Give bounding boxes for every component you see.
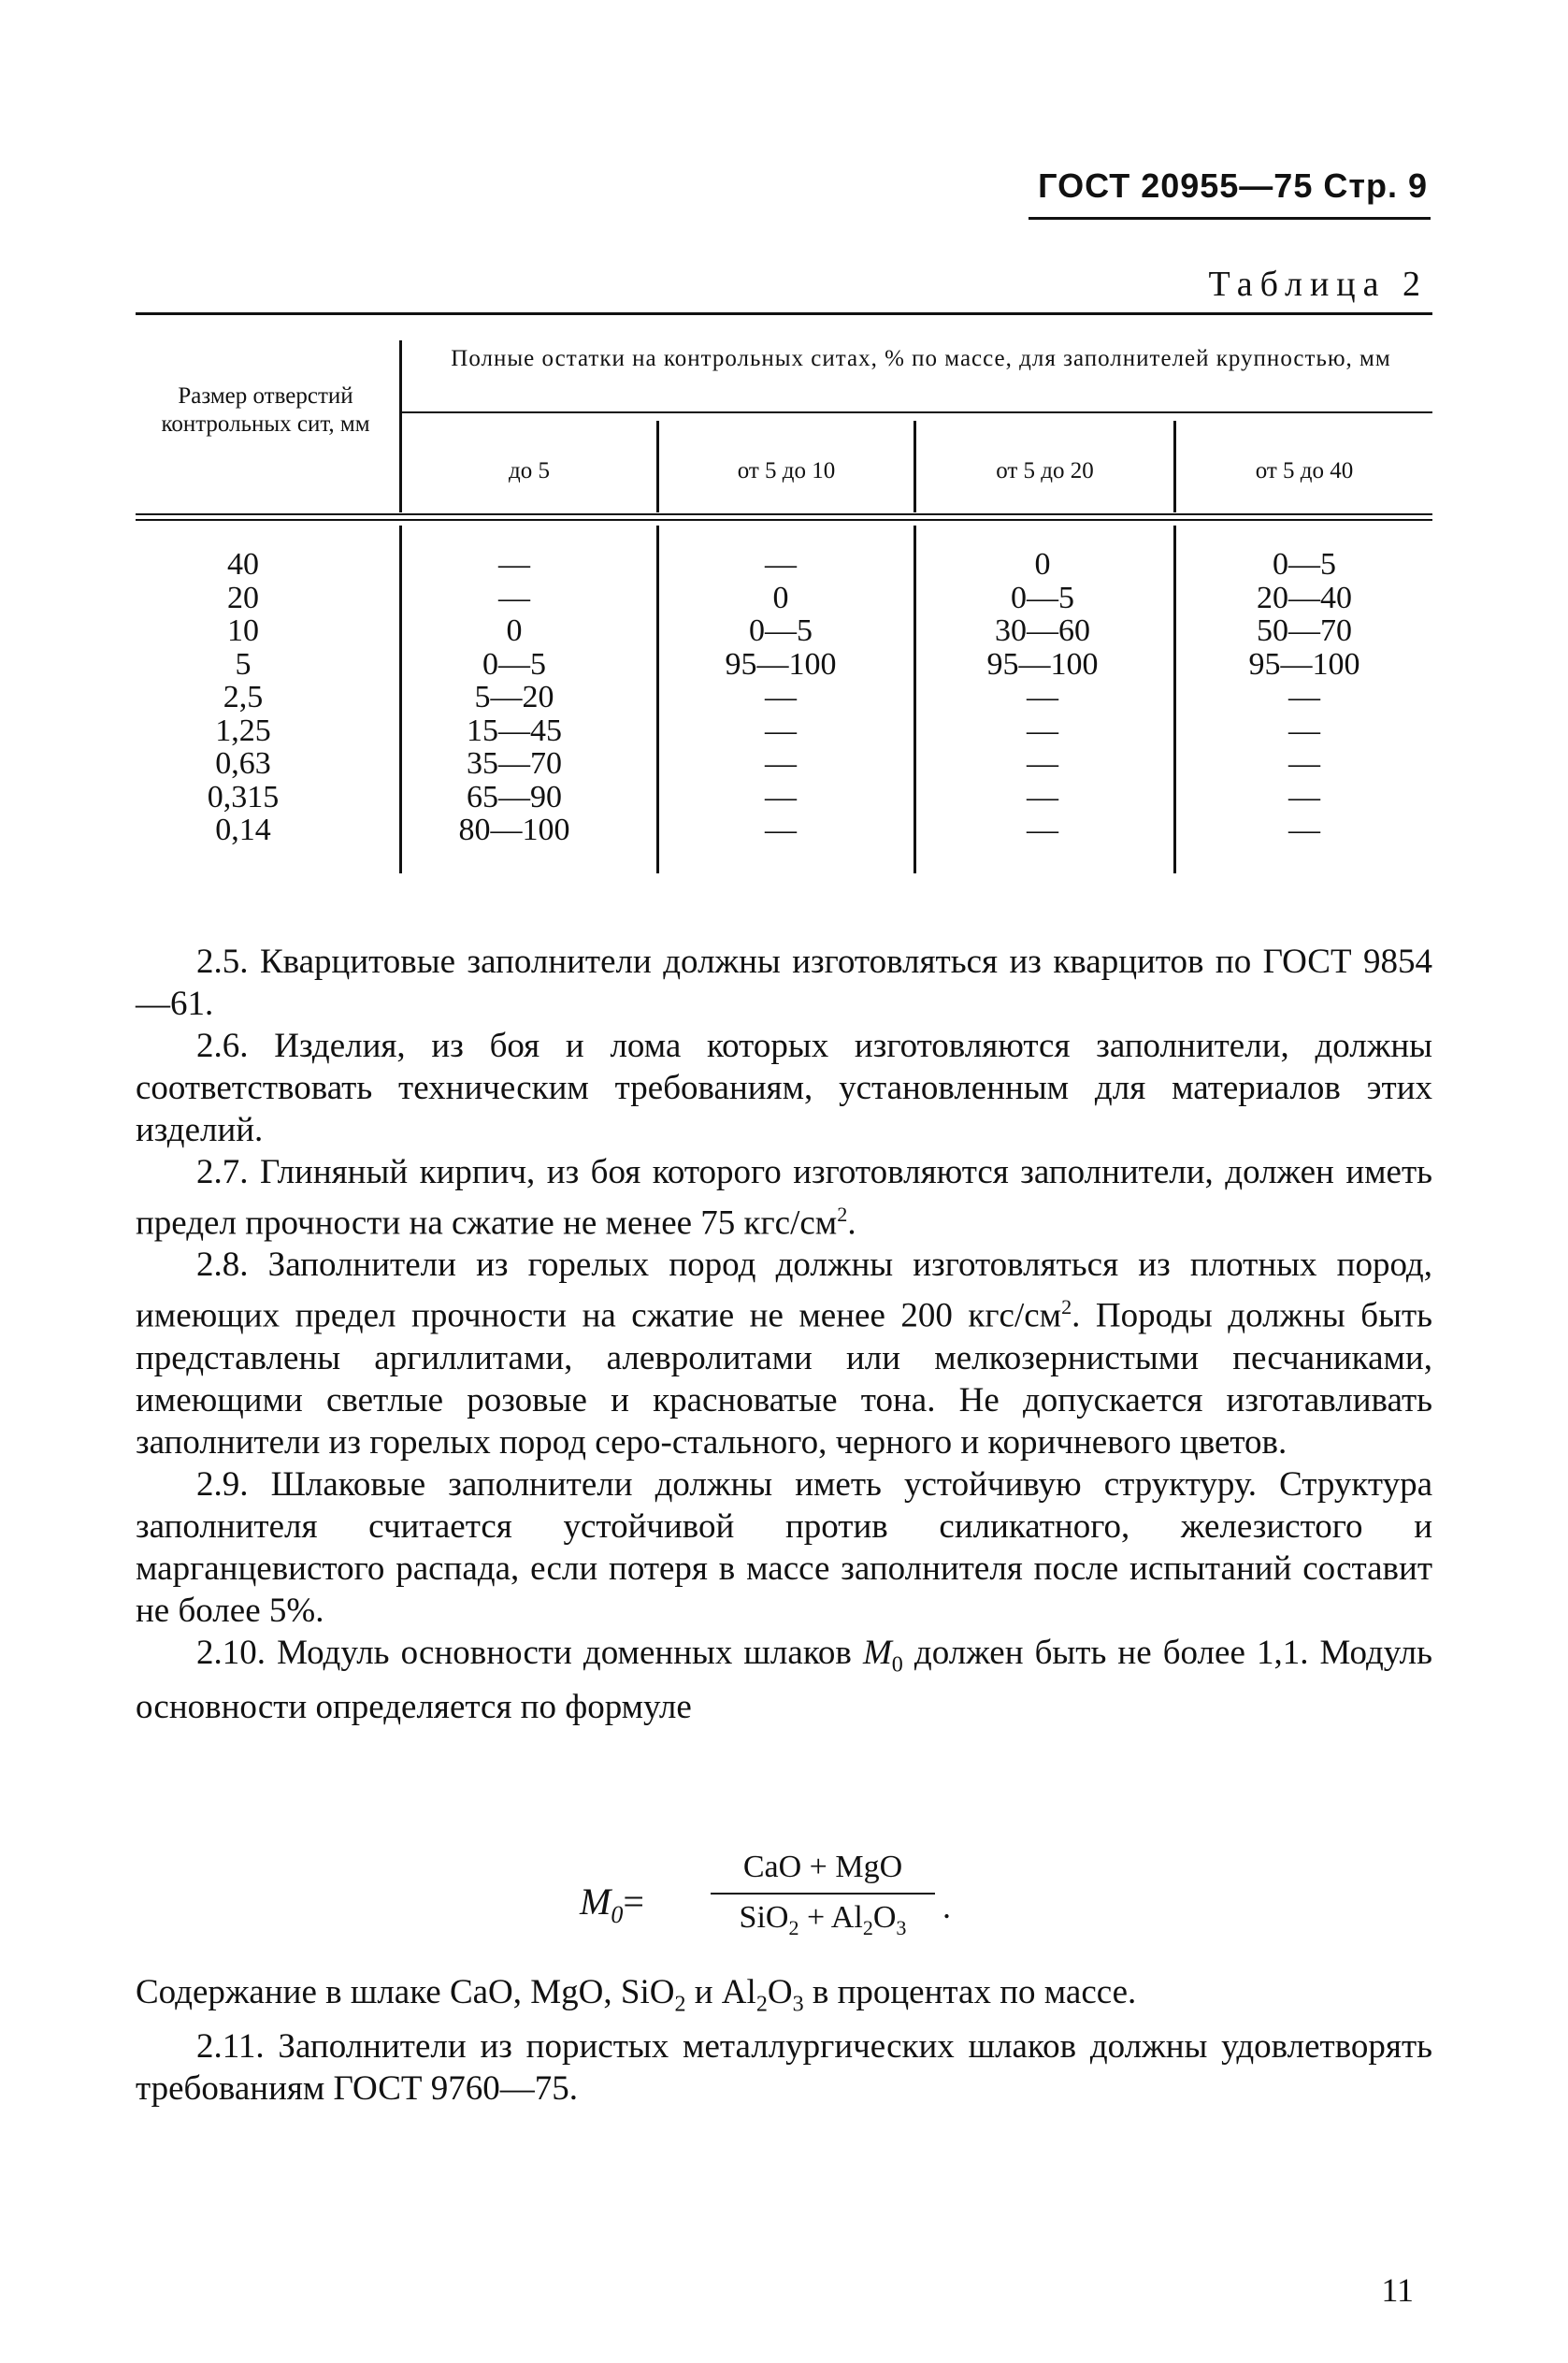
table-cell: — [1288, 746, 1320, 781]
subscript: 2 [788, 1915, 799, 1939]
basicity-formula [580, 1850, 1141, 1952]
formula-symbol: M [580, 1880, 611, 1923]
subscript: 0 [891, 1652, 903, 1678]
col-header-2: от 5 до 10 [737, 458, 836, 483]
body-text-continued [136, 1971, 1432, 2110]
subscript: 2 [862, 1915, 873, 1939]
text-run: SiO [739, 1900, 789, 1935]
formula-lhs [580, 1880, 644, 1929]
column-5-to-40 [1220, 548, 1388, 847]
paragraph-2-11: 2.11. Заполнители из пористых металлургических шлаков должны удовлетворять требованиям ГОСТ 9760—75. [136, 2027, 1432, 2109]
page-number: 11 [1381, 2271, 1414, 2309]
table-cell: — [498, 580, 530, 615]
table-cell: — [1027, 746, 1058, 781]
table-caption: Таблица 2 [1208, 265, 1428, 304]
text-run: и Al [685, 1973, 756, 2011]
table-cell: 0,63 [215, 746, 271, 781]
table-cell: 0 [1034, 547, 1051, 582]
table-head-rule [136, 513, 1432, 515]
table-vline [399, 340, 402, 512]
size-column [192, 548, 295, 847]
text-run: в процентах по массе. [803, 1973, 1137, 2011]
table-cell: 35—70 [467, 746, 562, 781]
table-cell: — [765, 779, 797, 814]
content-paragraph [136, 1971, 1432, 2025]
paragraph-2-5: 2.5. Кварцитовые заполнители должны изготовляться из кварцитов по ГОСТ 9854—61. [136, 943, 1432, 1023]
superscript: 2 [837, 1203, 848, 1226]
table-cell: — [765, 547, 797, 582]
table-cell: — [1288, 680, 1320, 714]
table-cell: 15—45 [467, 713, 562, 748]
header-rule [1029, 217, 1431, 220]
subscript: 2 [755, 1992, 768, 2017]
table-vline [913, 526, 916, 873]
table-cell: 1,25 [215, 713, 271, 748]
col-header-3: от 5 до 20 [996, 458, 1094, 483]
table-cell: 2,5 [223, 680, 264, 714]
table-cell: 65—90 [467, 779, 562, 814]
table-cell: — [1288, 713, 1320, 748]
paragraph-2-9: 2.9. Шлаковые заполнители должны иметь устойчивую структуру. Структура заполнителя считается устойчивой против силикатного, железистого и марганцевистого распада, если потеря в массе заполнителя после испытаний составит не более 5%. [136, 1464, 1432, 1630]
table-cell: — [1027, 680, 1058, 714]
table-cell: 50—70 [1257, 613, 1352, 648]
group-header: Полные остатки на контрольных ситах, % по массе, для заполнителей крупностью, мм [451, 346, 1391, 371]
table-cell: 0 [772, 580, 789, 615]
text-run: O [767, 1973, 793, 2011]
table-cell: 20 [227, 580, 259, 615]
table-cell: 10 [227, 613, 259, 648]
subscript: 3 [792, 1992, 804, 2017]
paragraph-2-6: 2.6. Изделия, из боя и лома которых изготовляются заполнители, должны соответствовать техническим требованиям, установленным для материалов этих изделий. [136, 1027, 1432, 1149]
text-run: + Al [798, 1900, 863, 1935]
table-vline [399, 526, 402, 873]
table-cell: — [1288, 779, 1320, 814]
text-run: 2.10. Модуль основности доменных шлаков [196, 1633, 863, 1672]
page-header: ГОСТ 20955—75 Стр. 9 [1038, 166, 1428, 205]
table-cell: 5—20 [474, 680, 554, 714]
table-cell: 80—100 [458, 813, 570, 847]
symbol-m: M [862, 1633, 892, 1672]
table-cell: 95—100 [1248, 646, 1360, 682]
table-cell: 0,315 [207, 779, 280, 814]
text-run: Содержание в шлаке CaO, MgO, SiO [136, 1973, 675, 2011]
column-5-to-20 [958, 548, 1127, 847]
table-cell: 20—40 [1257, 580, 1352, 615]
table-head-rule [136, 519, 1432, 521]
table-cell: — [498, 547, 530, 582]
formula-denominator [711, 1900, 935, 1940]
table-cell: — [1288, 813, 1320, 847]
formula-numerator: CaO + MgO [742, 1850, 903, 1884]
text-run: . Породы должны быть представлены аргиллитами, алевролитами или мелкозернистыми песчаниками, имеющими светлые розовые и красноватые тона. Не допускается изготавливать заполнители из горелых пород серо-стального, черного и коричневого цветов. [136, 1296, 1433, 1462]
table-cell: — [765, 713, 797, 748]
table-vline [1173, 526, 1176, 873]
text-run: O [872, 1900, 897, 1935]
table-cell: — [765, 813, 797, 847]
table-cell: 40 [227, 547, 259, 582]
table-cell: — [765, 746, 797, 781]
paragraph-2-10 [136, 1632, 1432, 1728]
col-header-4: от 5 до 40 [1255, 458, 1354, 483]
col-header-1: до 5 [509, 458, 550, 483]
table-top-rule [136, 312, 1432, 315]
table-cell: 0—5 [1011, 580, 1074, 615]
table-cell: — [765, 680, 797, 714]
text-run: . [847, 1203, 856, 1243]
paragraph-2-8 [136, 1244, 1432, 1462]
text-run: должен быть не более 1,1. Модуль основности определяется по формуле [136, 1633, 1432, 1727]
paragraph-2-7 [136, 1151, 1432, 1244]
table-cell: 0—5 [1273, 547, 1336, 582]
table-cell: 5 [235, 646, 252, 682]
column-up-to-5 [444, 548, 584, 847]
column-5-to-10 [697, 548, 865, 847]
table-cell: — [1027, 713, 1058, 748]
equals-sign: = [623, 1880, 644, 1923]
subscript: 2 [674, 1992, 686, 2017]
formula-period: . [942, 1888, 951, 1925]
sieve-table [136, 312, 1432, 873]
superscript: 2 [1061, 1295, 1072, 1319]
size-column-header: Размер отверстий контрольных сит, мм [161, 383, 370, 437]
fraction-bar [711, 1893, 935, 1895]
subscript: 3 [896, 1915, 907, 1939]
table-cell: 95—100 [725, 646, 837, 682]
body-text [136, 941, 1432, 1728]
subscript: 0 [611, 1901, 624, 1928]
table-cell: 0,14 [215, 813, 271, 847]
table-cell: 30—60 [995, 613, 1090, 648]
text-run: 2.7. Глиняный кирпич, из боя которого изготовляются заполнители, должен иметь предел прочности на сжатие не менее 75 кгс/см [136, 1153, 1432, 1243]
table-vline [656, 526, 659, 873]
text-run: 2.8. Заполнители из горелых пород должны изготовляться из плотных пород, имеющих предел прочности на сжатие не менее 200 кгс/см [136, 1246, 1432, 1335]
table-cell: — [1027, 779, 1058, 814]
table-cell: 0 [506, 613, 523, 648]
table-cell: 95—100 [986, 646, 1099, 682]
table-group-rule [399, 411, 1432, 413]
table-cell: — [1027, 813, 1058, 847]
table-cell: 0—5 [749, 613, 813, 648]
table-cell: 0—5 [482, 646, 546, 682]
